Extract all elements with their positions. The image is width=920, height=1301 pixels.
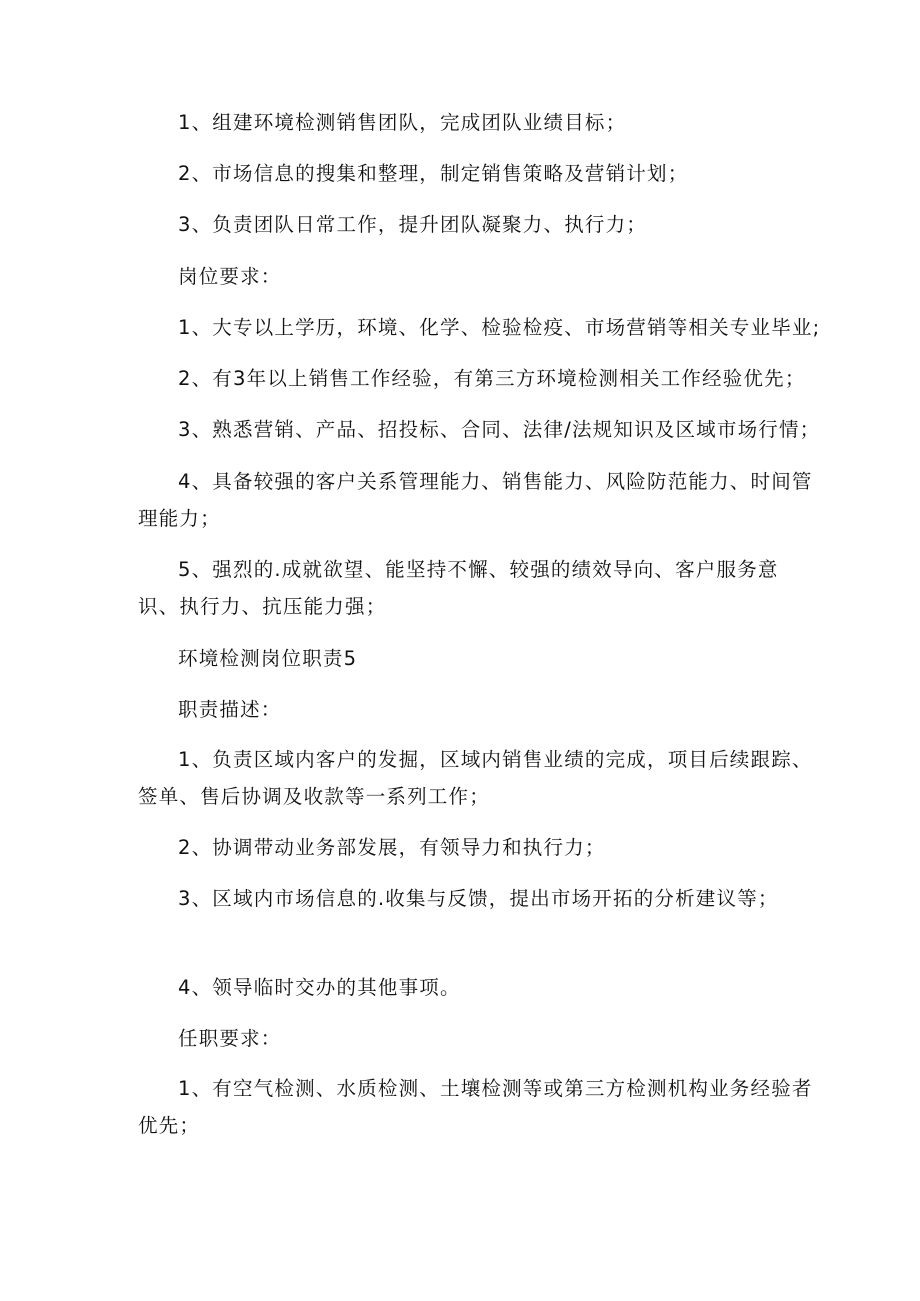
section-title: 环境检测岗位职责5 [178,647,358,670]
paragraph-duty-2: 2、市场信息的搜集和整理，制定销售策略及营销计划； [178,162,689,185]
paragraph-description-2: 2、协调带动业务部发展，有领导力和执行力； [178,836,606,859]
heading-duty-description: 职责描述： [178,698,282,721]
paragraph-requirement-5: 5、强烈的.成就欲望、能坚持不懈、较强的绩效导向、客户服务意识、执行力、抗压能力强； [138,558,779,618]
paragraph-description-3: 3、区域内市场信息的.收集与反馈，提出市场开拓的分析建议等； [178,887,779,910]
paragraph-duty-3: 3、负责团队日常工作，提升团队凝聚力、执行力； [178,213,648,236]
paragraph-duty-1: 1、组建环境检测销售团队，完成团队业绩目标； [178,111,627,134]
paragraph-requirement-1: 1、大专以上学历，环境、化学、检验检疫、市场营销等相关专业毕业; [178,316,821,339]
paragraph-requirement-3: 3、熟悉营销、产品、招投标、合同、法律/法规知识及区域市场行情； [178,418,821,441]
paragraph-description-4: 4、领导临时交办的其他事项。 [178,976,461,999]
heading-job-requirements: 任职要求： [178,1027,282,1050]
heading-position-requirements: 岗位要求： [178,265,282,288]
paragraph-description-1: 1、负责区域内客户的发掘，区域内销售业绩的完成，项目后续跟踪、签单、售后协调及收款等一系列工作； [138,748,813,808]
paragraph-requirement-4: 4、具备较强的客户关系管理能力、销售能力、风险防范能力、时间管理能力； [138,470,813,530]
paragraph-requirement-2: 2、有3年以上销售工作经验，有第三方环境检测相关工作经验优先； [178,367,806,390]
paragraph-job-requirement-1: 1、有空气检测、水质检测、土壤检测等或第三方检测机构业务经验者优先； [138,1077,813,1137]
